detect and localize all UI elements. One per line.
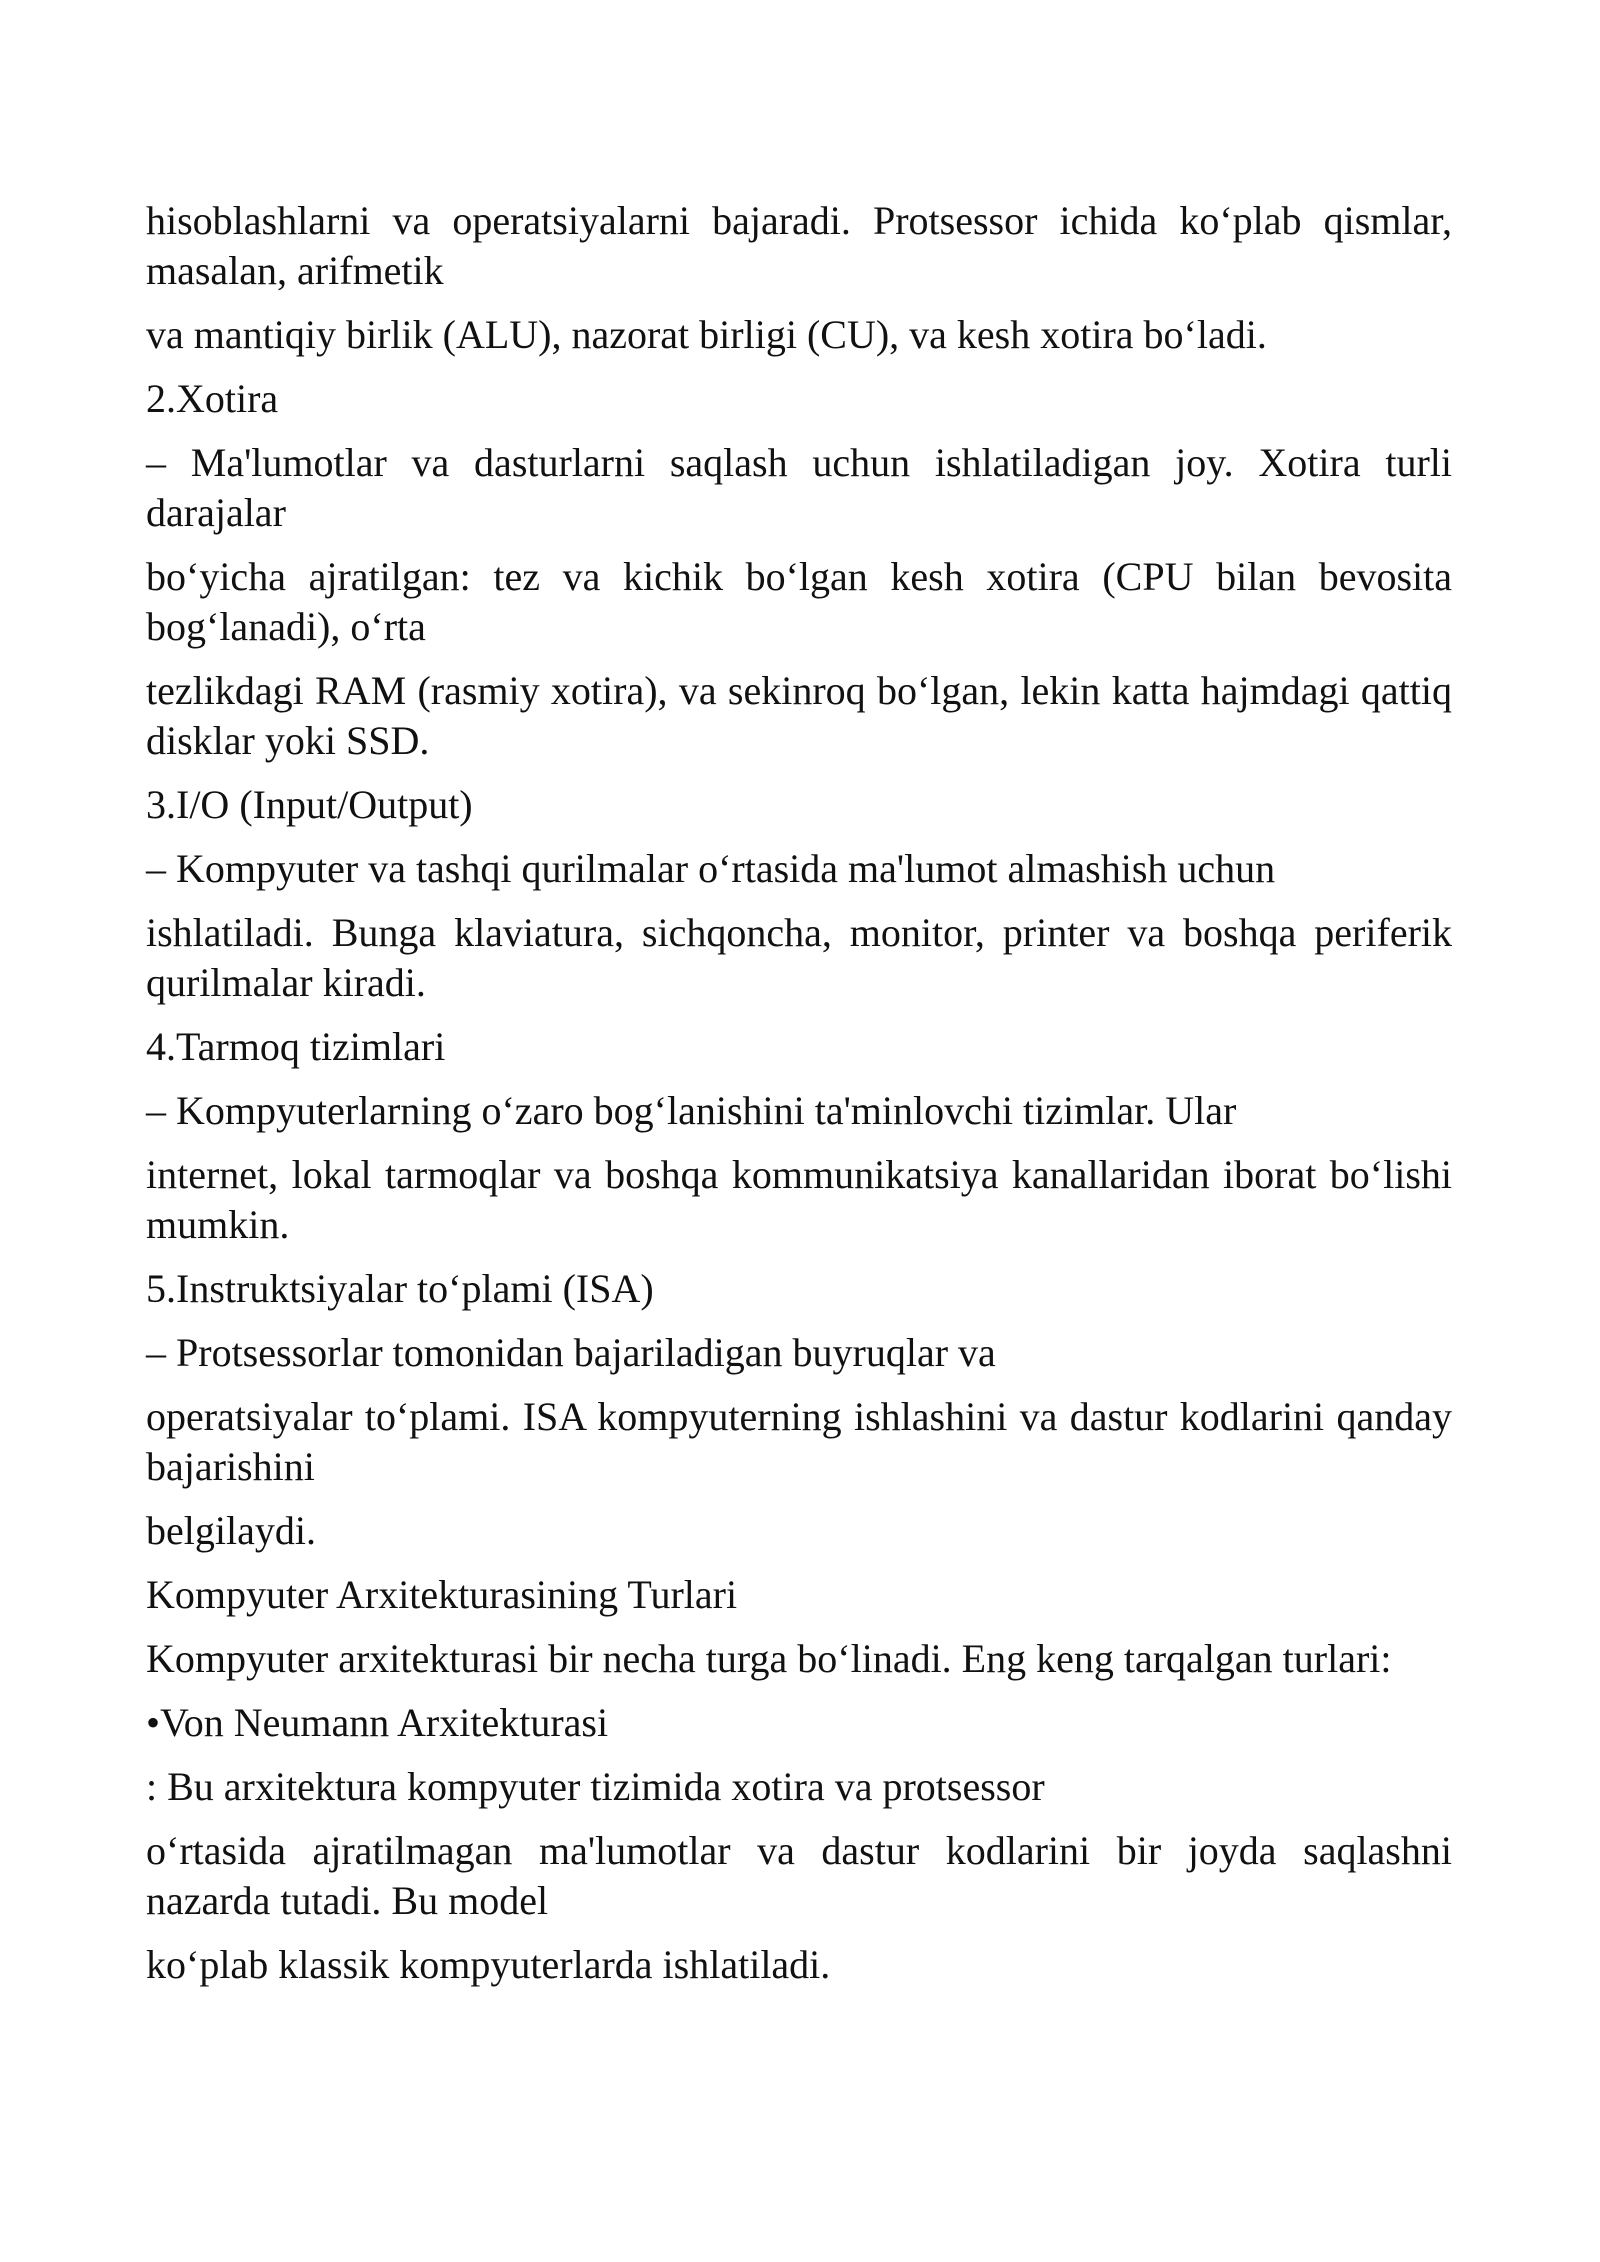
paragraph: hisoblashlarni va operatsiyalarni bajaradi. Protsessor ichida ko‘plab qismlar, masalan, arifmetik — [146, 198, 1452, 293]
paragraph: internet, lokal tarmoqlar va boshqa kommunikatsiya kanallaridan iborat bo‘lishi mumkin. — [146, 1152, 1452, 1247]
section-heading-isa: 5.Instruktsiyalar to‘plami (ISA) — [146, 1266, 654, 1311]
paragraph: va mantiqiy birlik (ALU), nazorat birligi (CU), va kesh xotira bo‘ladi. — [146, 312, 1267, 357]
section-heading-xotira: 2.Xotira — [146, 376, 279, 421]
paragraph: bo‘yicha ajratilgan: tez va kichik bo‘lgan kesh xotira (CPU bilan bevosita bog‘lanadi), o‘rta — [146, 554, 1452, 649]
paragraph: belgilaydi. — [146, 1508, 316, 1553]
bullet-item — [146, 1698, 1452, 1748]
paragraph: operatsiyalar to‘plami. ISA kompyuterning ishlashini va dastur kodlarini qanday bajarishini — [146, 1394, 1452, 1489]
paragraph: ishlatiladi. Bunga klaviatura, sichqoncha, monitor, printer va boshqa periferik qurilmalar kiradi. — [146, 910, 1452, 1005]
paragraph: tezlikdagi RAM (rasmiy xotira), va sekinroq bo‘lgan, lekin katta hajmdagi qattiq disklar yoki SSD. — [146, 668, 1452, 763]
paragraph: Kompyuter arxitekturasi bir necha turga bo‘linadi. Eng keng tarqalgan turlari: — [146, 1636, 1392, 1681]
document-page — [146, 196, 1452, 2004]
paragraph: – Protsessorlar tomonidan bajariladigan buyruqlar va — [146, 1330, 996, 1375]
paragraph: ko‘plab klassik kompyuterlarda ishlatiladi. — [146, 1942, 831, 1987]
section-heading-turlari: Kompyuter Arxitekturasining Turlari — [146, 1572, 738, 1617]
bullet-text: Von Neumann Arxitekturasi — [160, 1700, 609, 1745]
section-heading-tarmoq: 4.Tarmoq tizimlari — [146, 1024, 446, 1069]
section-heading-io: 3.I/O (Input/Output) — [146, 782, 473, 827]
paragraph: : Bu arxitektura kompyuter tizimida xotira va protsessor — [146, 1764, 1045, 1809]
paragraph: – Kompyuter va tashqi qurilmalar o‘rtasida ma'lumot almashish uchun — [146, 846, 1276, 891]
paragraph: – Ma'lumotlar va dasturlarni saqlash uchun ishlatiladigan joy. Xotira turli darajalar — [146, 440, 1452, 535]
paragraph: o‘rtasida ajratilmagan ma'lumotlar va dastur kodlarini bir joyda saqlashni nazarda tutadi. Bu model — [146, 1828, 1452, 1923]
bullet-icon: • — [146, 1700, 161, 1745]
paragraph: – Kompyuterlarning o‘zaro bog‘lanishini ta'minlovchi tizimlar. Ular — [146, 1088, 1237, 1133]
